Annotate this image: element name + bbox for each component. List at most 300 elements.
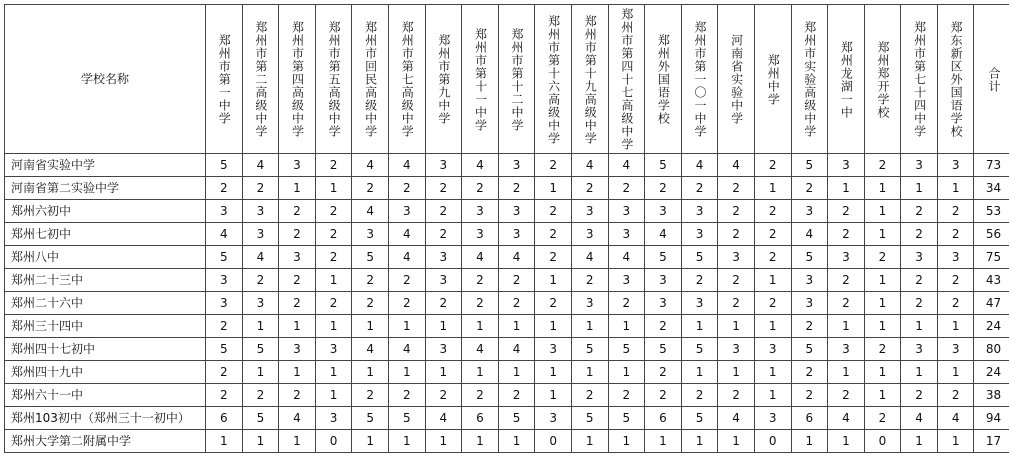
quota-cell: 3 xyxy=(462,200,499,223)
school-name-cell: 郑州六十一中 xyxy=(5,384,206,407)
quota-cell: 1 xyxy=(937,177,974,200)
quota-cell: 4 xyxy=(388,223,425,246)
quota-cell: 1 xyxy=(388,430,425,453)
quota-cell: 4 xyxy=(388,246,425,269)
quota-cell: 3 xyxy=(571,200,608,223)
quota-cell: 5 xyxy=(571,338,608,361)
quota-cell: 3 xyxy=(828,246,865,269)
column-header-label: 郑州市回民高级中学 xyxy=(363,21,378,138)
header-row xyxy=(5,5,1009,154)
quota-cell: 2 xyxy=(791,315,828,338)
quota-cell: 1 xyxy=(388,361,425,384)
quota-cell: 1 xyxy=(279,430,316,453)
quota-cell: 2 xyxy=(937,292,974,315)
quota-cell: 2 xyxy=(279,200,316,223)
column-header xyxy=(206,5,243,154)
quota-cell: 2 xyxy=(645,361,682,384)
table-row xyxy=(5,407,1009,430)
quota-cell: 1 xyxy=(498,361,535,384)
quota-cell: 2 xyxy=(242,177,279,200)
quota-cell: 0 xyxy=(535,430,572,453)
column-header xyxy=(608,5,645,154)
quota-cell: 2 xyxy=(425,200,462,223)
quota-cell: 4 xyxy=(498,246,535,269)
school-name-cell: 郑州二十六中 xyxy=(5,292,206,315)
column-header-label: 郑州市第二高级中学 xyxy=(253,21,268,138)
quota-cell: 1 xyxy=(754,315,791,338)
quota-cell: 2 xyxy=(828,269,865,292)
quota-cell: 1 xyxy=(937,430,974,453)
quota-cell: 2 xyxy=(608,384,645,407)
column-header xyxy=(242,5,279,154)
quota-cell: 2 xyxy=(791,177,828,200)
quota-cell: 3 xyxy=(754,407,791,430)
column-header-label: 郑州市第五高级中学 xyxy=(327,21,342,138)
quota-cell: 1 xyxy=(828,361,865,384)
quota-cell: 2 xyxy=(901,200,938,223)
quota-cell: 2 xyxy=(718,269,755,292)
quota-cell: 5 xyxy=(388,407,425,430)
school-name-cell: 郑州三十四中 xyxy=(5,315,206,338)
quota-cell: 3 xyxy=(315,338,352,361)
quota-cell: 5 xyxy=(498,407,535,430)
quota-cell: 3 xyxy=(901,338,938,361)
quota-cell: 2 xyxy=(206,384,243,407)
quota-cell: 1 xyxy=(754,269,791,292)
column-header-label: 郑州市第十二中学 xyxy=(510,27,525,132)
column-header-label: 郑州中学 xyxy=(766,53,781,106)
quota-cell: 4 xyxy=(608,154,645,177)
quota-cell: 3 xyxy=(681,200,718,223)
allocation-table xyxy=(4,4,1009,453)
quota-cell: 2 xyxy=(206,361,243,384)
quota-cell: 1 xyxy=(571,361,608,384)
quota-cell: 1 xyxy=(315,384,352,407)
column-header xyxy=(828,5,865,154)
quota-cell: 2 xyxy=(425,177,462,200)
quota-cell: 1 xyxy=(315,315,352,338)
column-header xyxy=(315,5,352,154)
column-header-label: 郑州市第一〇一中学 xyxy=(693,21,708,138)
table-row xyxy=(5,315,1009,338)
quota-cell: 1 xyxy=(315,177,352,200)
school-name-cell: 郑州四十九中 xyxy=(5,361,206,384)
table-row xyxy=(5,269,1009,292)
quota-cell: 1 xyxy=(718,361,755,384)
table-row xyxy=(5,223,1009,246)
quota-cell: 3 xyxy=(571,292,608,315)
quota-cell: 2 xyxy=(425,384,462,407)
quota-cell: 2 xyxy=(901,223,938,246)
quota-cell: 4 xyxy=(352,338,389,361)
quota-cell: 5 xyxy=(242,407,279,430)
total-cell: 24 xyxy=(974,361,1009,384)
quota-cell: 1 xyxy=(425,361,462,384)
column-header-label: 郑州市第四十七高级中学 xyxy=(619,8,634,151)
quota-cell: 1 xyxy=(535,384,572,407)
quota-cell: 3 xyxy=(718,246,755,269)
quota-cell: 5 xyxy=(608,407,645,430)
quota-cell: 2 xyxy=(315,154,352,177)
quota-cell: 2 xyxy=(864,246,901,269)
quota-cell: 1 xyxy=(791,430,828,453)
quota-cell: 2 xyxy=(206,177,243,200)
column-header xyxy=(535,5,572,154)
quota-cell: 1 xyxy=(754,384,791,407)
quota-cell: 2 xyxy=(535,246,572,269)
quota-cell: 1 xyxy=(718,430,755,453)
table-row xyxy=(5,154,1009,177)
quota-cell: 5 xyxy=(206,154,243,177)
quota-cell: 0 xyxy=(315,430,352,453)
total-cell: 43 xyxy=(974,269,1009,292)
quota-cell: 3 xyxy=(206,292,243,315)
header-school-name: 学校名称 xyxy=(5,5,206,154)
quota-cell: 2 xyxy=(645,315,682,338)
quota-cell: 2 xyxy=(937,200,974,223)
quota-cell: 4 xyxy=(388,154,425,177)
quota-cell: 2 xyxy=(535,154,572,177)
quota-cell: 3 xyxy=(462,223,499,246)
column-header-label: 郑州市第四高级中学 xyxy=(290,21,305,138)
quota-cell: 1 xyxy=(352,315,389,338)
quota-cell: 1 xyxy=(571,315,608,338)
quota-cell: 2 xyxy=(279,223,316,246)
quota-cell: 6 xyxy=(645,407,682,430)
quota-cell: 2 xyxy=(608,177,645,200)
table-row xyxy=(5,384,1009,407)
quota-cell: 1 xyxy=(608,361,645,384)
quota-cell: 3 xyxy=(901,246,938,269)
quota-cell: 4 xyxy=(352,200,389,223)
quota-cell: 1 xyxy=(864,223,901,246)
quota-cell: 2 xyxy=(937,384,974,407)
quota-cell: 1 xyxy=(864,292,901,315)
column-header-label: 郑州市第十九高级中学 xyxy=(583,14,598,145)
quota-cell: 2 xyxy=(901,384,938,407)
quota-cell: 1 xyxy=(645,430,682,453)
table-row xyxy=(5,177,1009,200)
quota-cell: 2 xyxy=(754,223,791,246)
quota-cell: 2 xyxy=(498,384,535,407)
total-cell: 80 xyxy=(974,338,1009,361)
quota-cell: 1 xyxy=(681,315,718,338)
quota-cell: 1 xyxy=(901,177,938,200)
quota-cell: 0 xyxy=(864,430,901,453)
quota-cell: 2 xyxy=(206,315,243,338)
quota-cell: 5 xyxy=(571,407,608,430)
quota-cell: 4 xyxy=(571,246,608,269)
quota-cell: 2 xyxy=(718,292,755,315)
quota-cell: 1 xyxy=(608,430,645,453)
total-cell: 47 xyxy=(974,292,1009,315)
quota-cell: 1 xyxy=(681,430,718,453)
school-name-cell: 郑州大学第二附属中学 xyxy=(5,430,206,453)
quota-cell: 2 xyxy=(937,269,974,292)
quota-cell: 4 xyxy=(791,223,828,246)
quota-cell: 1 xyxy=(864,384,901,407)
quota-cell: 1 xyxy=(425,315,462,338)
quota-cell: 1 xyxy=(242,315,279,338)
quota-cell: 2 xyxy=(864,407,901,430)
quota-cell: 4 xyxy=(425,407,462,430)
total-cell: 94 xyxy=(974,407,1009,430)
quota-cell: 2 xyxy=(791,361,828,384)
quota-cell: 2 xyxy=(498,269,535,292)
quota-cell: 5 xyxy=(791,154,828,177)
quota-cell: 3 xyxy=(937,154,974,177)
quota-cell: 4 xyxy=(681,154,718,177)
quota-cell: 3 xyxy=(535,407,572,430)
quota-cell: 3 xyxy=(279,338,316,361)
quota-cell: 1 xyxy=(315,269,352,292)
column-header xyxy=(645,5,682,154)
table-row xyxy=(5,338,1009,361)
quota-cell: 3 xyxy=(388,200,425,223)
quota-cell: 3 xyxy=(425,246,462,269)
quota-cell: 3 xyxy=(645,200,682,223)
quota-cell: 2 xyxy=(388,384,425,407)
quota-cell: 1 xyxy=(864,177,901,200)
quota-cell: 2 xyxy=(754,246,791,269)
quota-cell: 1 xyxy=(279,315,316,338)
quota-cell: 2 xyxy=(645,384,682,407)
quota-cell: 0 xyxy=(754,430,791,453)
quota-cell: 3 xyxy=(352,223,389,246)
quota-cell: 5 xyxy=(206,338,243,361)
column-header xyxy=(498,5,535,154)
quota-cell: 2 xyxy=(681,177,718,200)
quota-cell: 2 xyxy=(279,292,316,315)
quota-cell: 2 xyxy=(681,269,718,292)
quota-cell: 4 xyxy=(462,246,499,269)
quota-cell: 4 xyxy=(571,154,608,177)
quota-cell: 2 xyxy=(315,292,352,315)
quota-cell: 1 xyxy=(864,361,901,384)
quota-cell: 2 xyxy=(242,384,279,407)
quota-cell: 1 xyxy=(901,315,938,338)
quota-cell: 3 xyxy=(206,200,243,223)
school-name-cell: 郑州二十三中 xyxy=(5,269,206,292)
quota-cell: 2 xyxy=(425,223,462,246)
quota-cell: 1 xyxy=(425,430,462,453)
column-header xyxy=(937,5,974,154)
quota-cell: 3 xyxy=(535,338,572,361)
quota-cell: 1 xyxy=(498,430,535,453)
quota-cell: 1 xyxy=(937,361,974,384)
quota-cell: 1 xyxy=(279,361,316,384)
quota-cell: 4 xyxy=(937,407,974,430)
quota-cell: 3 xyxy=(315,407,352,430)
quota-cell: 1 xyxy=(498,315,535,338)
quota-cell: 5 xyxy=(352,407,389,430)
column-header-label: 郑州外国语学校 xyxy=(656,34,671,125)
quota-cell: 1 xyxy=(864,200,901,223)
quota-cell: 4 xyxy=(352,154,389,177)
quota-cell: 1 xyxy=(571,430,608,453)
column-header-label: 郑州市第十六高级中学 xyxy=(546,14,561,145)
quota-cell: 2 xyxy=(242,269,279,292)
total-cell: 17 xyxy=(974,430,1009,453)
school-name-cell: 河南省实验中学 xyxy=(5,154,206,177)
quota-cell: 2 xyxy=(937,223,974,246)
quota-cell: 4 xyxy=(718,154,755,177)
quota-cell: 3 xyxy=(608,200,645,223)
quota-cell: 2 xyxy=(462,292,499,315)
quota-cell: 1 xyxy=(279,177,316,200)
quota-cell: 3 xyxy=(681,223,718,246)
school-name-cell: 河南省第二实验中学 xyxy=(5,177,206,200)
quota-cell: 2 xyxy=(791,384,828,407)
quota-cell: 4 xyxy=(645,223,682,246)
quota-cell: 2 xyxy=(718,177,755,200)
quota-cell: 2 xyxy=(425,292,462,315)
quota-cell: 2 xyxy=(315,200,352,223)
quota-cell: 3 xyxy=(425,269,462,292)
quota-cell: 1 xyxy=(535,269,572,292)
quota-cell: 2 xyxy=(864,154,901,177)
quota-cell: 3 xyxy=(828,338,865,361)
quota-cell: 2 xyxy=(828,223,865,246)
quota-cell: 2 xyxy=(901,269,938,292)
quota-cell: 5 xyxy=(681,338,718,361)
quota-cell: 3 xyxy=(828,154,865,177)
column-header-label: 郑州市第七十四中学 xyxy=(912,21,927,138)
column-header-label: 郑东新区外国语学校 xyxy=(949,21,964,138)
quota-cell: 2 xyxy=(718,223,755,246)
quota-cell: 5 xyxy=(681,407,718,430)
quota-cell: 3 xyxy=(279,246,316,269)
quota-cell: 2 xyxy=(388,269,425,292)
quota-cell: 2 xyxy=(315,223,352,246)
quota-cell: 5 xyxy=(645,154,682,177)
quota-cell: 3 xyxy=(498,154,535,177)
quota-cell: 3 xyxy=(718,338,755,361)
quota-cell: 4 xyxy=(242,246,279,269)
table-body xyxy=(5,154,1009,453)
quota-cell: 2 xyxy=(828,384,865,407)
quota-cell: 5 xyxy=(242,338,279,361)
quota-cell: 3 xyxy=(791,269,828,292)
quota-cell: 3 xyxy=(754,338,791,361)
quota-cell: 1 xyxy=(352,430,389,453)
quota-cell: 2 xyxy=(645,177,682,200)
quota-cell: 2 xyxy=(462,269,499,292)
column-header xyxy=(352,5,389,154)
quota-cell: 3 xyxy=(937,246,974,269)
quota-cell: 2 xyxy=(279,269,316,292)
quota-cell: 1 xyxy=(754,177,791,200)
quota-cell: 2 xyxy=(608,292,645,315)
quota-cell: 1 xyxy=(901,430,938,453)
quota-cell: 1 xyxy=(828,430,865,453)
quota-cell: 1 xyxy=(864,315,901,338)
quota-cell: 4 xyxy=(242,154,279,177)
column-header-label: 郑州市第九中学 xyxy=(436,34,451,125)
quota-cell: 2 xyxy=(388,177,425,200)
quota-cell: 1 xyxy=(242,430,279,453)
quota-cell: 3 xyxy=(279,154,316,177)
quota-cell: 2 xyxy=(535,200,572,223)
quota-cell: 2 xyxy=(828,200,865,223)
column-header xyxy=(791,5,828,154)
column-header xyxy=(864,5,901,154)
quota-cell: 3 xyxy=(937,338,974,361)
quota-cell: 2 xyxy=(681,384,718,407)
quota-cell: 1 xyxy=(462,315,499,338)
quota-cell: 3 xyxy=(791,292,828,315)
column-header xyxy=(425,5,462,154)
quota-cell: 1 xyxy=(462,361,499,384)
column-header xyxy=(279,5,316,154)
quota-cell: 1 xyxy=(315,361,352,384)
column-header-label: 河南省实验中学 xyxy=(729,34,744,125)
table-row xyxy=(5,200,1009,223)
school-name-cell: 郑州七初中 xyxy=(5,223,206,246)
quota-cell: 5 xyxy=(645,338,682,361)
quota-cell: 4 xyxy=(388,338,425,361)
quota-cell: 3 xyxy=(901,154,938,177)
column-header xyxy=(754,5,791,154)
quota-cell: 2 xyxy=(352,292,389,315)
quota-cell: 2 xyxy=(498,177,535,200)
quota-cell: 3 xyxy=(571,223,608,246)
quota-cell: 5 xyxy=(791,246,828,269)
quota-cell: 2 xyxy=(901,292,938,315)
quota-cell: 6 xyxy=(206,407,243,430)
quota-cell: 4 xyxy=(462,338,499,361)
quota-cell: 3 xyxy=(206,269,243,292)
total-cell: 24 xyxy=(974,315,1009,338)
quota-cell: 1 xyxy=(718,315,755,338)
total-cell: 56 xyxy=(974,223,1009,246)
quota-cell: 1 xyxy=(535,315,572,338)
quota-cell: 3 xyxy=(242,200,279,223)
quota-cell: 3 xyxy=(425,338,462,361)
quota-cell: 6 xyxy=(462,407,499,430)
quota-cell: 1 xyxy=(535,361,572,384)
school-name-cell: 郑州八中 xyxy=(5,246,206,269)
quota-cell: 2 xyxy=(462,177,499,200)
column-header xyxy=(571,5,608,154)
column-header-label: 合计 xyxy=(986,66,1001,93)
quota-cell: 1 xyxy=(828,315,865,338)
column-header-label: 郑州龙湖一中 xyxy=(839,40,854,119)
column-header xyxy=(681,5,718,154)
table-row xyxy=(5,430,1009,453)
column-header xyxy=(974,5,1009,154)
quota-cell: 2 xyxy=(828,292,865,315)
quota-cell: 1 xyxy=(864,269,901,292)
column-header-label: 郑州市第一中学 xyxy=(217,34,232,125)
quota-cell: 2 xyxy=(352,269,389,292)
quota-cell: 1 xyxy=(754,361,791,384)
quota-cell: 2 xyxy=(754,292,791,315)
quota-cell: 1 xyxy=(901,361,938,384)
quota-cell: 2 xyxy=(352,177,389,200)
quota-cell: 4 xyxy=(206,223,243,246)
quota-cell: 1 xyxy=(462,430,499,453)
column-header xyxy=(388,5,425,154)
column-header xyxy=(462,5,499,154)
school-name-cell: 郑州103初中（郑州三十一初中） xyxy=(5,407,206,430)
total-cell: 34 xyxy=(974,177,1009,200)
quota-cell: 2 xyxy=(571,269,608,292)
quota-cell: 1 xyxy=(352,361,389,384)
school-name-cell: 郑州六初中 xyxy=(5,200,206,223)
quota-cell: 3 xyxy=(608,223,645,246)
quota-cell: 1 xyxy=(206,430,243,453)
